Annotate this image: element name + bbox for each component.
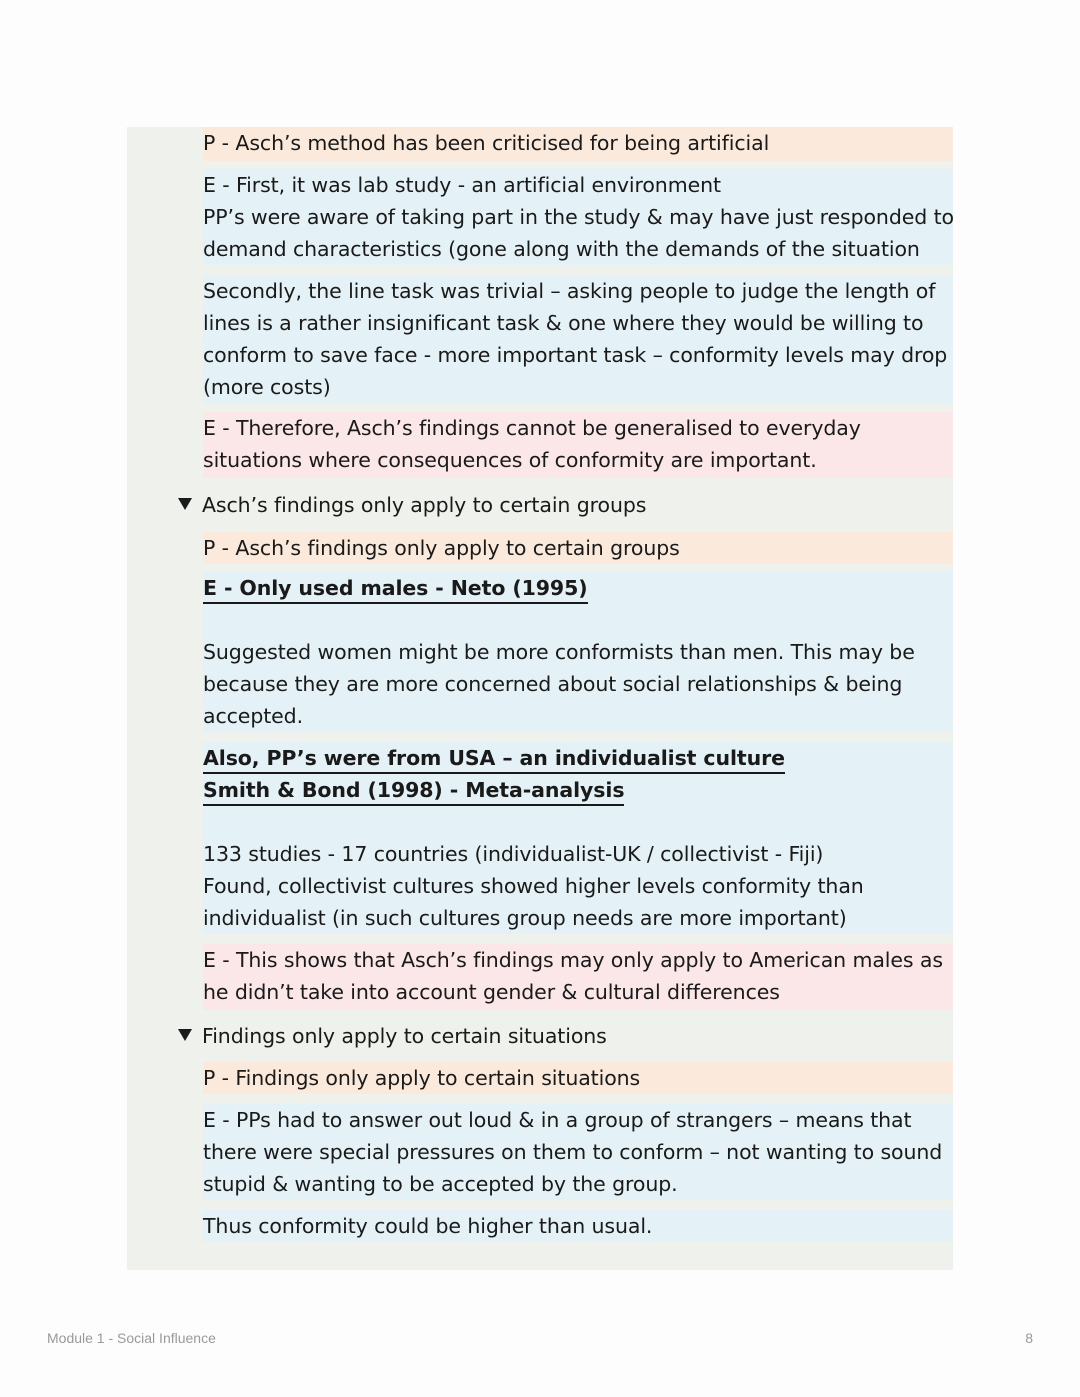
evidence-block	[203, 742, 953, 934]
text-line: E - First, it was lab study - an artificial environment	[203, 173, 721, 197]
evidence-block	[203, 572, 953, 732]
text-line: E - This shows that Asch’s findings may only apply to American males as	[203, 948, 943, 972]
point-block	[203, 127, 953, 161]
text-line: E - Therefore, Asch’s findings cannot be generalised to everyday	[203, 416, 861, 440]
text-line: there were special pressures on them to conform – not wanting to sound	[203, 1140, 943, 1164]
text-line: lines is a rather insignificant task & one where they would be willing to	[203, 311, 924, 335]
evidence-block	[203, 1104, 953, 1200]
evaluation-block	[203, 944, 953, 1010]
text-line: Suggested women might be more conformists than men. This may be	[203, 640, 915, 664]
text-line: accepted.	[203, 704, 304, 728]
text-line: 133 studies - 17 countries (individualist-UK / collectivist - Fiji)	[203, 842, 824, 866]
toggle-label: Asch’s findings only apply to certain groups	[202, 493, 647, 517]
text-line: Found, collectivist cultures showed higher levels conformity than	[203, 874, 864, 898]
text-line: stupid & wanting to be accepted by the group.	[203, 1172, 678, 1196]
text-line: conform to save face - more important task – conformity levels may drop	[203, 343, 948, 367]
text-line: situations where consequences of conformity are important.	[203, 448, 817, 472]
page-number: 8	[1025, 1330, 1033, 1346]
toggle-triangle-icon[interactable]	[178, 498, 192, 510]
text-line: PP’s were aware of taking part in the study & may have just responded to	[203, 205, 954, 229]
text-line: P - Asch’s findings only apply to certain groups	[203, 536, 680, 560]
text-line: individualist (in such cultures group needs are more important)	[203, 906, 847, 930]
text-line: (more costs)	[203, 375, 331, 399]
evidence-block	[203, 169, 953, 265]
footer-module-title: Module 1 - Social Influence	[47, 1330, 216, 1346]
toggle-label: Findings only apply to certain situations	[202, 1024, 607, 1048]
text-line: because they are more concerned about social relationships & being	[203, 672, 903, 696]
evidence-block	[203, 275, 953, 403]
evidence-block	[203, 1210, 953, 1242]
evaluation-block	[203, 412, 953, 478]
point-block	[203, 1062, 953, 1094]
underlined-heading: Smith & Bond (1998) - Meta-analysis	[203, 774, 937, 806]
underlined-heading: E - Only used males - Neto (1995)	[203, 572, 937, 604]
blank-line	[203, 604, 937, 636]
toggle-triangle-icon[interactable]	[178, 1029, 192, 1041]
text-line: P - Findings only apply to certain situations	[203, 1066, 641, 1090]
text-line: Thus conformity could be higher than usual.	[203, 1214, 653, 1238]
text-line: he didn’t take into account gender & cultural differences	[203, 980, 780, 1004]
text-line: Secondly, the line task was trivial – asking people to judge the length of	[203, 279, 936, 303]
point-block	[203, 532, 953, 564]
underlined-heading: Also, PP’s were from USA – an individualist culture	[203, 742, 937, 774]
toggle-heading-situations[interactable]	[178, 1020, 607, 1052]
text-line: E - PPs had to answer out loud & in a group of strangers – means that	[203, 1108, 912, 1132]
toggle-heading-groups[interactable]	[178, 489, 646, 521]
text-line: demand characteristics (gone along with the demands of the situation	[203, 237, 920, 261]
blank-line	[203, 806, 937, 838]
text-line: P - Asch’s method has been criticised for being artificial	[203, 131, 770, 155]
